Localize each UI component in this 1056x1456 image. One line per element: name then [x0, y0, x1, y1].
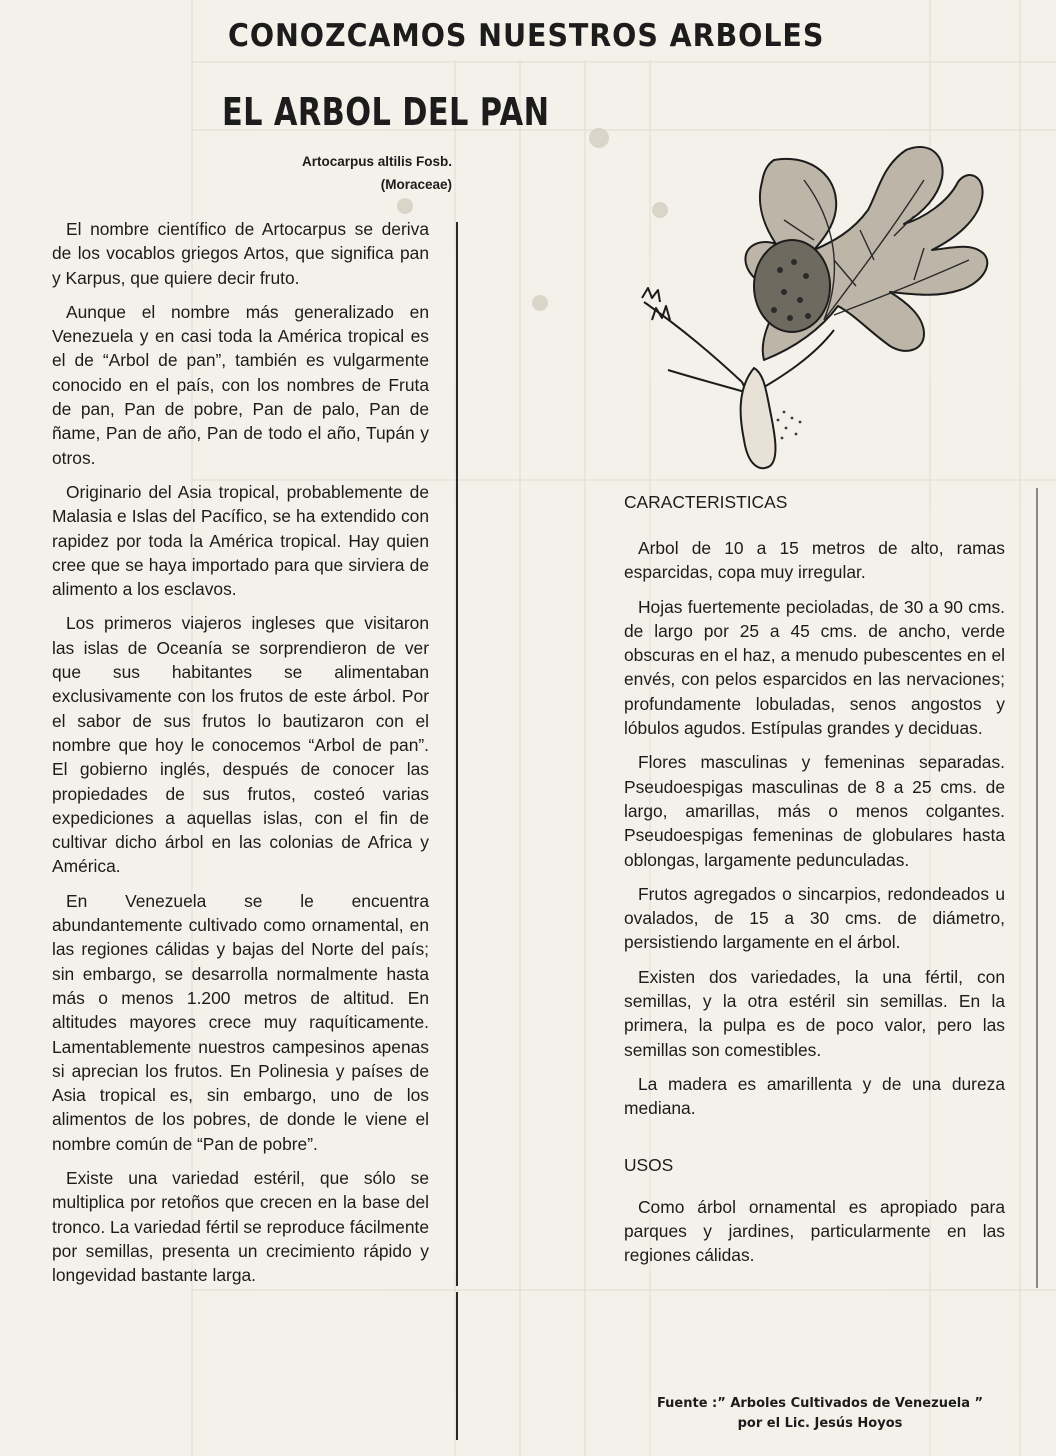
- characteristic-paragraph: Frutos agregados o sincarpios, redondeados u ovalados, de 15 a 30 cms. de diámetro, persistiendo largamente en el árbol.: [624, 883, 1005, 953]
- masthead: CONOZCAMOS NUESTROS ARBOLES: [228, 18, 825, 54]
- characteristic-paragraph: Arbol de 10 a 15 metros de alto, ramas esparcidas, copa muy irregular.: [624, 538, 1005, 583]
- left-paragraph: En Venezuela se le encuentra abundantemente cultivado como ornamental, en las regiones cálidas y bajas del Norte del país; sin embargo, se desarrolla normalmente hasta más o menos 1.200 metros de altitud. En altitudes mayores crece muy raquíticamente. Lamentablemente nuestros campesinos apenas si aprecian los frutos. En Polinesia y países de Asia tropical es, sin embargo, uno de los alimentos de los pobres, de donde le viene el nombre común de “Pan de pobre”.: [52, 890, 429, 1154]
- left-paragraph: Los primeros viajeros ingleses que visitaron las islas de Oceanía se sorprendieron de ver que sus habitantes se alimentaban exclusivamente con los frutos de este árbol. Por el sabor de sus frutos lo bautizaron con el nombre que hoy le conocemos “Arbol de pan”. El gobierno inglés, después de conocer las propiedades de sus frutos, costeó varias expediciones a aquellas islas, con el fin de cultivar dicho árbol en las colonias de Africa y América.: [52, 613, 429, 877]
- characteristic-paragraph: La madera es amarillenta y de una dureza mediana.: [624, 1073, 1005, 1119]
- left-column: [52, 217, 429, 1297]
- left-paragraph: Originario del Asia tropical, probablemente de Malasia e Islas del Pacífico, se ha extendido con rapidez por toda la América tropical. Hay quien cree que se haya importado para que sirviera de alimento a los esclavos.: [52, 481, 429, 600]
- left-paragraph: Existe una variedad estéril, que sólo se multiplica por retoños que crecen en la base del tronco. La variedad fértil se reproduce fácilmente por semillas, presenta un crecimiento rápido y longevidad bastante larga.: [52, 1167, 429, 1286]
- scientific-name: Artocarpus altilis Fosb.: [301, 154, 452, 169]
- left-paragraph: Aunque el nombre más generalizado en Venezuela y en casi toda la América tropical es el de “Arbol de pan”, también es vulgarmente conocido en el país, con los nombres de Fruta de pan, Pan de pobre, Pan de palo, Pan de ñame, Pan de año, Pan de todo el año, Tupán y otros.: [52, 301, 429, 468]
- right-column: [624, 492, 1005, 1277]
- column-rule-left-bottom: [456, 1292, 458, 1440]
- characteristics-heading: CARACTERISTICAS: [624, 492, 788, 512]
- characteristic-paragraph: Hojas fuertemente pecioladas, de 30 a 90 cms. de largo por 25 a 45 cms. de ancho, verde obscuras en el haz, a menudo pubescentes en el envés, con pelos esparcidos en las nervaciones; profundamente lobuladas, senos angostos y lóbulos agudos. Estípulas grandes y deciduas.: [624, 596, 1005, 739]
- source-line-1: Fuente :” Arboles Cultivados de Venezuela ”: [656, 1396, 984, 1411]
- breadfruit-branch-illustration: [624, 120, 998, 476]
- characteristic-paragraph: Existen dos variedades, la una fértil, con semillas, y la otra estéril sin semillas. En la primera, la pulpa es de poco valor, pero las semillas son comestibles.: [624, 966, 1005, 1060]
- article-title: EL ARBOL DEL PAN: [222, 90, 550, 134]
- source-line-2: por el Lic. Jesús Hoyos: [737, 1416, 903, 1431]
- uses-paragraph: Como árbol ornamental es apropiado para parques y jardines, particularmente en las regiones cálidas.: [624, 1196, 1005, 1266]
- uses-heading: USOS: [624, 1154, 674, 1175]
- column-rule-right: [1036, 488, 1038, 1288]
- family-name: (Moraceae): [380, 177, 452, 192]
- scientific-name-block: [266, 150, 452, 196]
- source-credit: [630, 1394, 1010, 1434]
- left-paragraph: El nombre científico de Artocarpus se deriva de los vocablos griegos Artos, que significa pan y Karpus, que quiere decir fruto.: [52, 219, 429, 288]
- column-rule-left-top: [456, 222, 458, 1286]
- characteristic-paragraph: Flores masculinas y femeninas separadas. Pseudoespigas masculinas de 8 a 25 cms. de largo, amarillas, más o menos colgantes. Pseudoespigas femeninas de globulares hasta oblongas, largamente pedunculadas.: [624, 752, 1005, 870]
- section-spacer: [624, 1131, 1005, 1153]
